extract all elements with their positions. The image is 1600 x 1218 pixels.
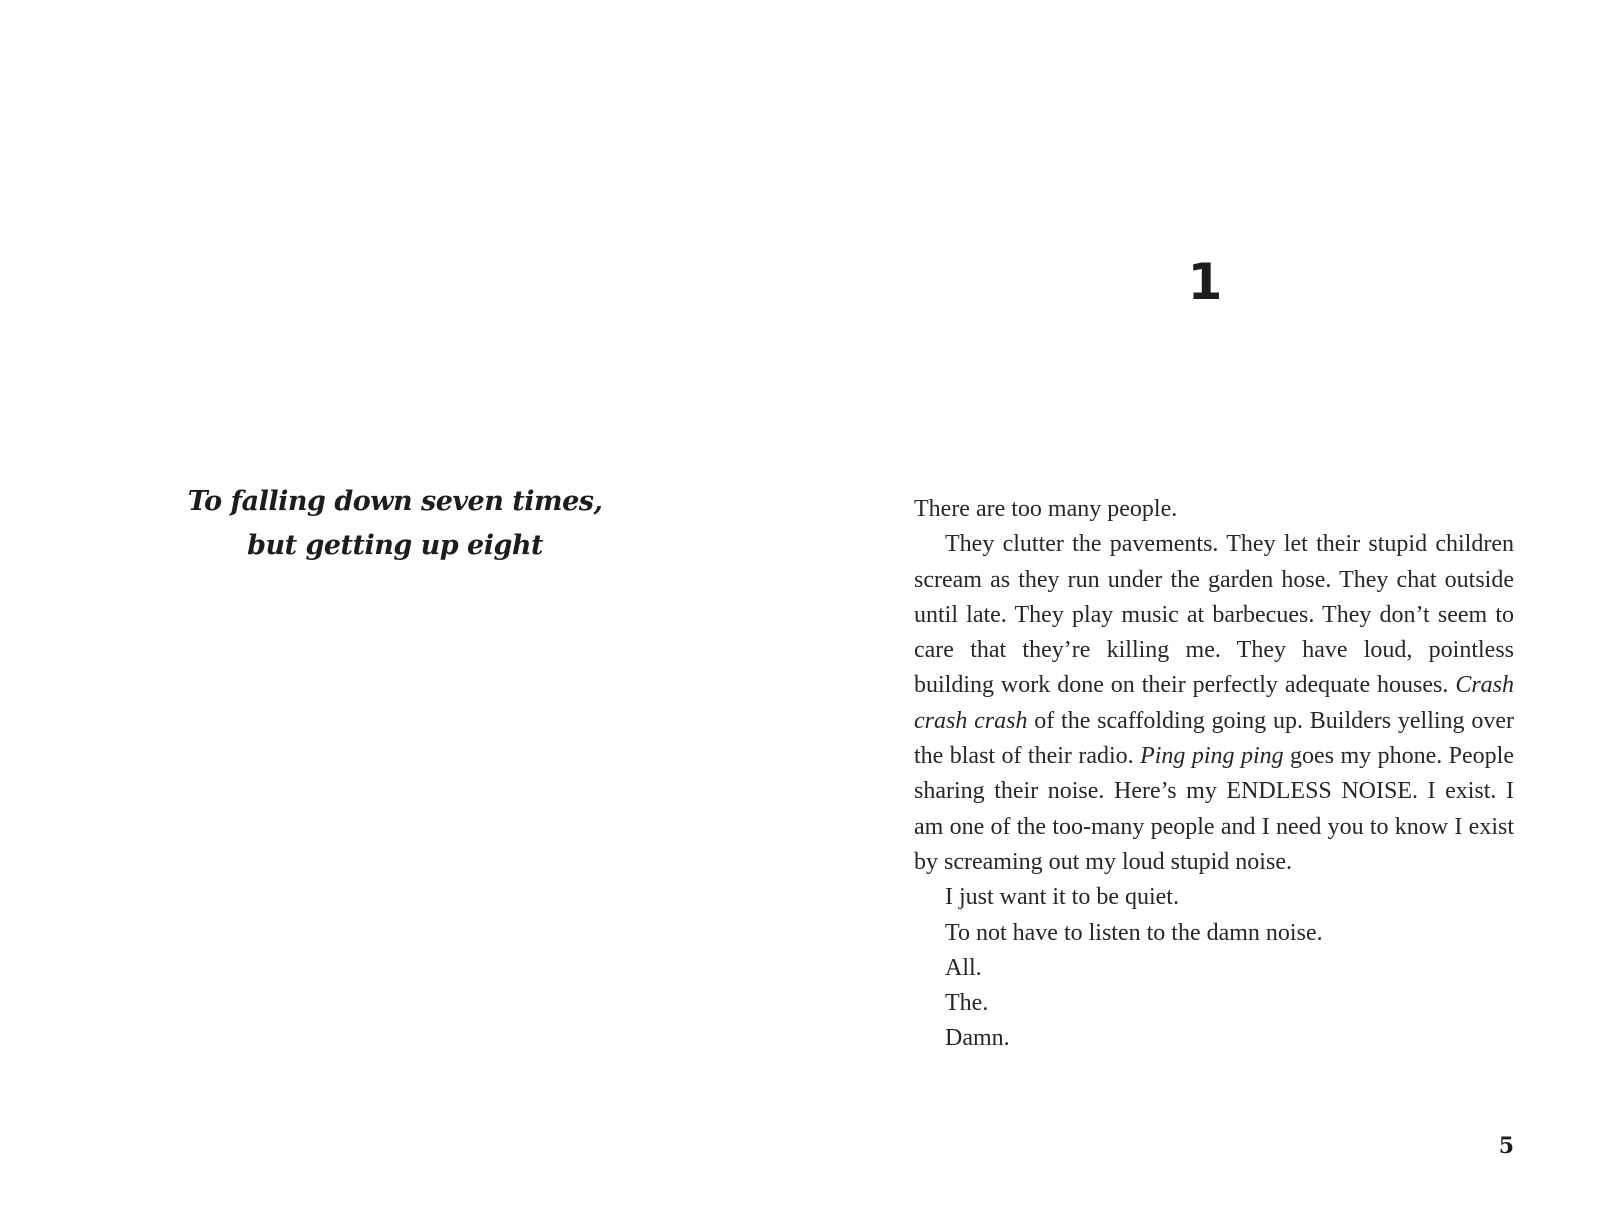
paragraph-1: There are too many people. — [914, 496, 1178, 522]
italic-crash: Crash crash crash — [914, 672, 1514, 734]
paragraph-6: The. — [945, 990, 989, 1017]
paragraph-2-text-c: goes my phone. People sharing their noise. Here’s my ENDLESS NOISE. I exist. I am one of the too-many people and I need you to know I exist by screaming out my loud stupid noise. — [914, 743, 1514, 875]
dedication-line-2: but getting up eight — [247, 530, 543, 561]
chapter-number: 1 — [1187, 253, 1223, 311]
paragraph-5: All. — [945, 954, 982, 981]
italic-ping: Ping ping ping — [1140, 743, 1284, 770]
paragraph-2-text-a: They clutter the pavements. They let their stupid children scream as they run under the garden hose. They chat outside until late. They play music at barbecues. They don’t seem to care that they’re killing me. They have loud, pointless building work done on their perfectly adequate houses. — [914, 531, 1514, 699]
paragraph-2 — [914, 527, 1514, 880]
chapter-body — [914, 492, 1514, 1057]
dedication-line-1: To falling down seven times, — [187, 486, 603, 517]
right-page — [800, 0, 1600, 1218]
paragraph-7: Damn. — [945, 1025, 1010, 1052]
paragraph-3: I just want it to be quiet. — [945, 884, 1179, 911]
paragraph-2-text-b: of the scaffolding going up. Builders yelling over the blast of their radio. — [914, 707, 1514, 770]
dedication — [140, 480, 650, 568]
paragraph-4: To not have to listen to the damn noise. — [945, 919, 1323, 946]
page-number: 5 — [1498, 1133, 1514, 1159]
